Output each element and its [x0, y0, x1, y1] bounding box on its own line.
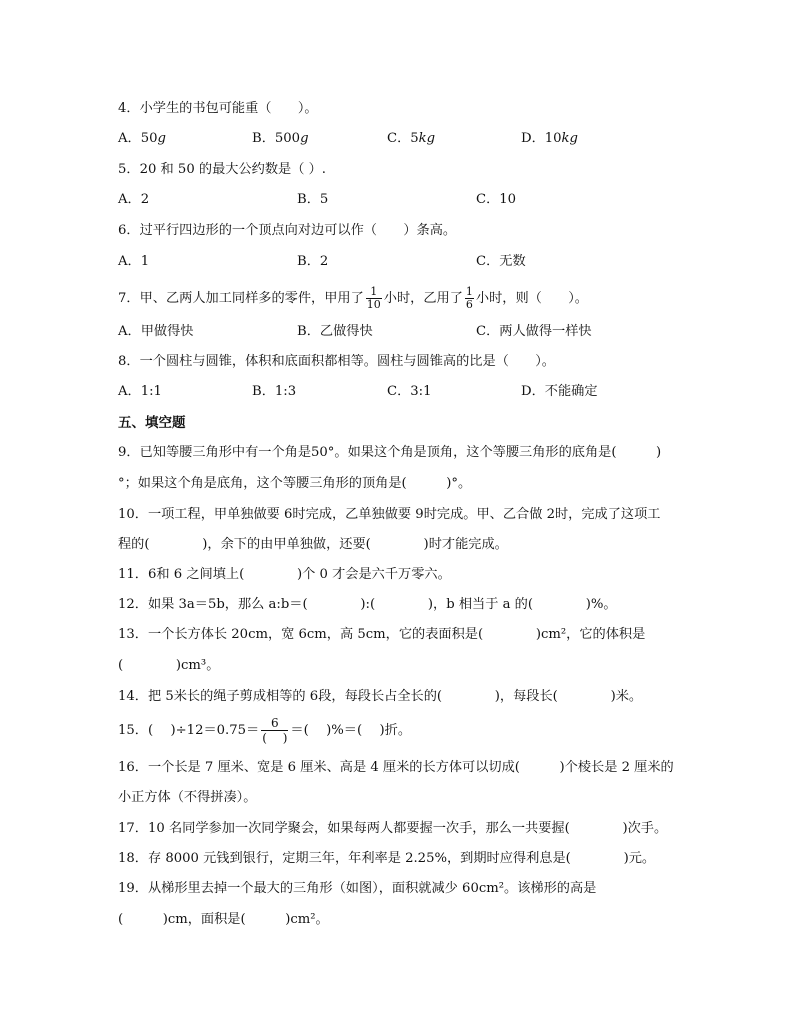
question-19-line-1: 19．从梯形里去掉一个最大的三角形（如图），面积就减少 60cm²。该梯形的高是 [118, 881, 597, 896]
q4-option-b: B．500g [252, 131, 309, 146]
q6-option-b: B．2 [297, 254, 329, 269]
q6-option-c: C．无数 [476, 254, 526, 269]
q8-option-d: D．不能确定 [521, 384, 598, 399]
q8-option-b: B．1:3 [252, 384, 297, 399]
q5-option-b: B．5 [297, 192, 329, 207]
fraction-1-6: $\frac{1}{6}$ [465, 285, 473, 311]
question-14: 14．把 5米长的绳子剪成相等的 6段，每段长占全长的( )，每段长( )米。 [118, 689, 643, 704]
question-8-stem: 8．一个圆柱与圆锥，体积和底面积都相等。圆柱与圆锥高的比是（ ）。 [118, 354, 555, 369]
section-title: 五、填空题 [118, 415, 186, 431]
fraction-6-blank: $\frac{6}{( )}$ [262, 716, 288, 745]
question-16-line-2: 小正方体（不得拼凑）。 [118, 790, 257, 805]
q5-option-a: A．2 [118, 192, 150, 207]
q4-option-d: D．10kg [521, 131, 578, 146]
question-16-line-1: 16．一个长是 7 厘米、宽是 6 厘米、高是 4 厘米的长方体可以切成( )个棱长是 2 厘米的 [118, 760, 674, 775]
q6-option-a: A．1 [118, 254, 150, 269]
question-12: 12．如果 3a＝5b，那么 a:b＝( ):( )，b 相当于 a 的( )%。 [118, 597, 617, 612]
question-9-line-1: 9．已知等腰三角形中有一个角是50°。如果这个角是顶角，这个等腰三角形的底角是( ) [118, 445, 662, 460]
question-5-stem: 5．20 和 50 的最大公约数是（ ）. [118, 162, 326, 177]
q8-option-a: A．1:1 [118, 384, 162, 399]
question-13-line-2: ( )cm³。 [118, 658, 220, 673]
question-7-stem: 7．甲、乙两人加工同样多的零件，甲用了 $\frac{1}{10}$ 小时，乙用了 $\frac{1}{6}$ 小时，则（ ）。 [118, 285, 588, 311]
q5-option-c: C．10 [476, 192, 517, 207]
fraction-1-10: $\frac{1}{10}$ [366, 285, 381, 311]
question-15: 15．( )÷12＝0.75＝ $\frac{6}{( )}$ ＝( )%＝( )折。 [118, 716, 412, 745]
q7-option-a: A．甲做得快 [118, 324, 194, 339]
question-18: 18．存 8000 元钱到银行，定期三年，年利率是 2.25%，到期时应得利息是( )元。 [118, 851, 656, 866]
question-17: 17．10 名同学参加一次同学聚会，如果每两人都要握一次手，那么一共要握( )次手。 [118, 821, 668, 836]
q4-option-a: A．50g [118, 131, 166, 146]
question-10-line-2: 程的( )，余下的由甲单独做，还要( )时才能完成。 [118, 537, 508, 552]
question-13-line-1: 13．一个长方体长 20cm，宽 6cm，高 5cm，它的表面积是( )cm²，它的体积是 [118, 627, 646, 642]
question-11: 11．6和 6 之间填上( )个 0 才会是六千万零六。 [118, 567, 451, 582]
question-9-line-2: °；如果这个角是底角，这个等腰三角形的顶角是( )°。 [118, 476, 472, 491]
q7-option-c: C．两人做得一样快 [476, 324, 592, 339]
question-19-line-2: ( )cm，面积是( )cm²。 [118, 912, 329, 927]
q8-option-c: C．3:1 [387, 384, 432, 399]
question-10-line-1: 10．一项工程，甲单独做要 6时完成，乙单独做要 9时完成。甲、乙合做 2时，完成了这项工 [118, 507, 661, 522]
q7-option-b: B．乙做得快 [297, 324, 373, 339]
question-6-stem: 6．过平行四边形的一个顶点向对边可以作（ ）条高。 [118, 223, 457, 238]
q4-option-c: C．5kg [387, 131, 436, 146]
question-4-stem: 4．小学生的书包可能重（ ）。 [118, 101, 318, 116]
